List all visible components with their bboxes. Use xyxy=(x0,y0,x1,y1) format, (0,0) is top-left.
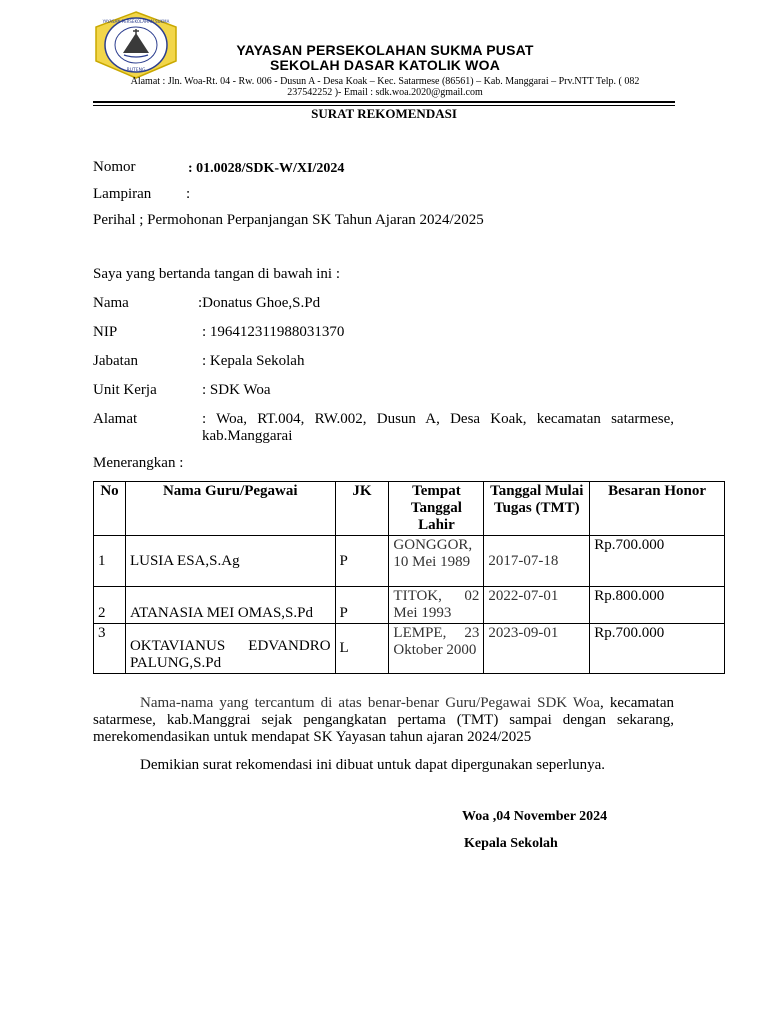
cell-honor: Rp.700.000 xyxy=(590,624,725,674)
school-address xyxy=(100,76,670,98)
cell-nama: LUSIA ESA,S.Ag xyxy=(125,536,335,587)
cell-tmt: 2017-07-18 xyxy=(484,536,590,587)
cell-nama: ATANASIA MEI OMAS,S.Pd xyxy=(125,587,335,624)
cell-jk: P xyxy=(335,587,389,624)
col-header-honor: Besaran Honor xyxy=(590,482,725,536)
nip-value: : 196412311988031370 xyxy=(202,324,345,340)
cell-nama: OKTAVIANUS EDVANDRO PALUNG,S.Pd xyxy=(125,624,335,674)
cell-jk: L xyxy=(335,624,389,674)
cell-tmt: 2023-09-01 xyxy=(484,624,590,674)
alamat-value-line2: kab.Manggarai xyxy=(202,428,293,444)
col-header-jk: JK xyxy=(335,482,389,536)
signer-role: Kepala Sekolah xyxy=(464,836,558,851)
col-header-ttl: Tempat Tanggal Lahir xyxy=(389,482,484,536)
lampiran-label: Lampiran xyxy=(93,186,152,202)
nomor-label: Nomor xyxy=(93,159,136,175)
body-paragraph-1-part2: , kecamatan satarmese, kab.Manggrai sejak pengangkatan pertama (TMT) sampai dengan sekarang, merekomendasikan untuk mendapat SK Yayasan tahun ajaran 2024/2025 xyxy=(93,695,675,745)
alamat-value-line1: : Woa, RT.004, RW.002, Dusun A, Desa Koak, kecamatan satarmese, xyxy=(202,411,674,427)
cell-tmt: 2022-07-01 xyxy=(484,587,590,624)
letter-title: SURAT REKOMENDASI xyxy=(311,106,457,121)
logo-bottom-text: RUTENG xyxy=(126,68,146,73)
jabatan-value: : Kepala Sekolah xyxy=(202,353,305,369)
alamat-label: Alamat xyxy=(93,411,138,427)
lampiran-value: : xyxy=(186,186,191,202)
cell-no: 3 xyxy=(94,624,126,674)
teachers-table xyxy=(93,481,725,674)
col-header-tmt: Tanggal Mulai Tugas (TMT) xyxy=(484,482,590,536)
cell-ttl: TITOK, 02 Mei 1993 xyxy=(389,587,484,624)
cell-ttl: GONGGOR, 10 Mei 1989 xyxy=(389,536,484,587)
cell-ttl: LEMPE, 23 Oktober 2000 xyxy=(389,624,484,674)
table-row xyxy=(94,624,725,674)
table-row xyxy=(94,587,725,624)
school-name: SEKOLAH DASAR KATOLIK WOA xyxy=(269,57,501,73)
body-paragraph-1 xyxy=(93,695,674,746)
address-line-2: 237542252 )- Email : sdk.woa.2020@gmail.com xyxy=(287,87,483,98)
header-divider-thick xyxy=(93,101,675,103)
table-header-row xyxy=(94,482,725,536)
table-row xyxy=(94,536,725,587)
cell-no: 2 xyxy=(94,587,126,624)
nama-value: :Donatus Ghoe,S.Pd xyxy=(198,295,321,311)
nama-label: Nama xyxy=(93,295,129,311)
place-date: Woa ,04 November 2024 xyxy=(462,809,608,824)
cell-honor: Rp.800.000 xyxy=(590,587,725,624)
unit-label: Unit Kerja xyxy=(93,382,157,398)
unit-value: : SDK Woa xyxy=(202,382,271,398)
logo-ring-text: YAYASAN PERSEKOLAHAN SUKMA xyxy=(102,19,170,24)
jabatan-label: Jabatan xyxy=(93,353,138,369)
perihal-line: Perihal ; Permohonan Perpanjangan SK Tahun Ajaran 2024/2025 xyxy=(93,212,484,228)
cell-no: 1 xyxy=(94,536,126,587)
col-header-nama: Nama Guru/Pegawai xyxy=(125,482,335,536)
col-header-no: No xyxy=(94,482,126,536)
nomor-value: : 01.0028/SDK-W/XI/2024 xyxy=(188,161,345,176)
body-paragraph-1-part1: Nama-nama yang tercantum di atas benar-benar Guru/Pegawai SDK Woa xyxy=(140,695,601,711)
nip-label: NIP xyxy=(93,324,118,340)
cell-honor: Rp.700.000 xyxy=(590,536,725,587)
menerangkan-label: Menerangkan : xyxy=(93,455,184,471)
cell-jk: P xyxy=(335,536,389,587)
intro-text: Saya yang bertanda tangan di bawah ini : xyxy=(93,266,341,282)
body-paragraph-2: Demikian surat rekomendasi ini dibuat untuk dapat dipergunakan seperlunya. xyxy=(140,757,606,773)
foundation-name: YAYASAN PERSEKOLAHAN SUKMA PUSAT xyxy=(236,42,534,58)
address-line-1: Alamat : Jln. Woa-Rt. 04 - Rw. 006 - Dusun A - Desa Koak – Kec. Satarmese (86561) – Kab. Manggarai – Prv.NTT Telp. ( 082 xyxy=(130,76,640,87)
